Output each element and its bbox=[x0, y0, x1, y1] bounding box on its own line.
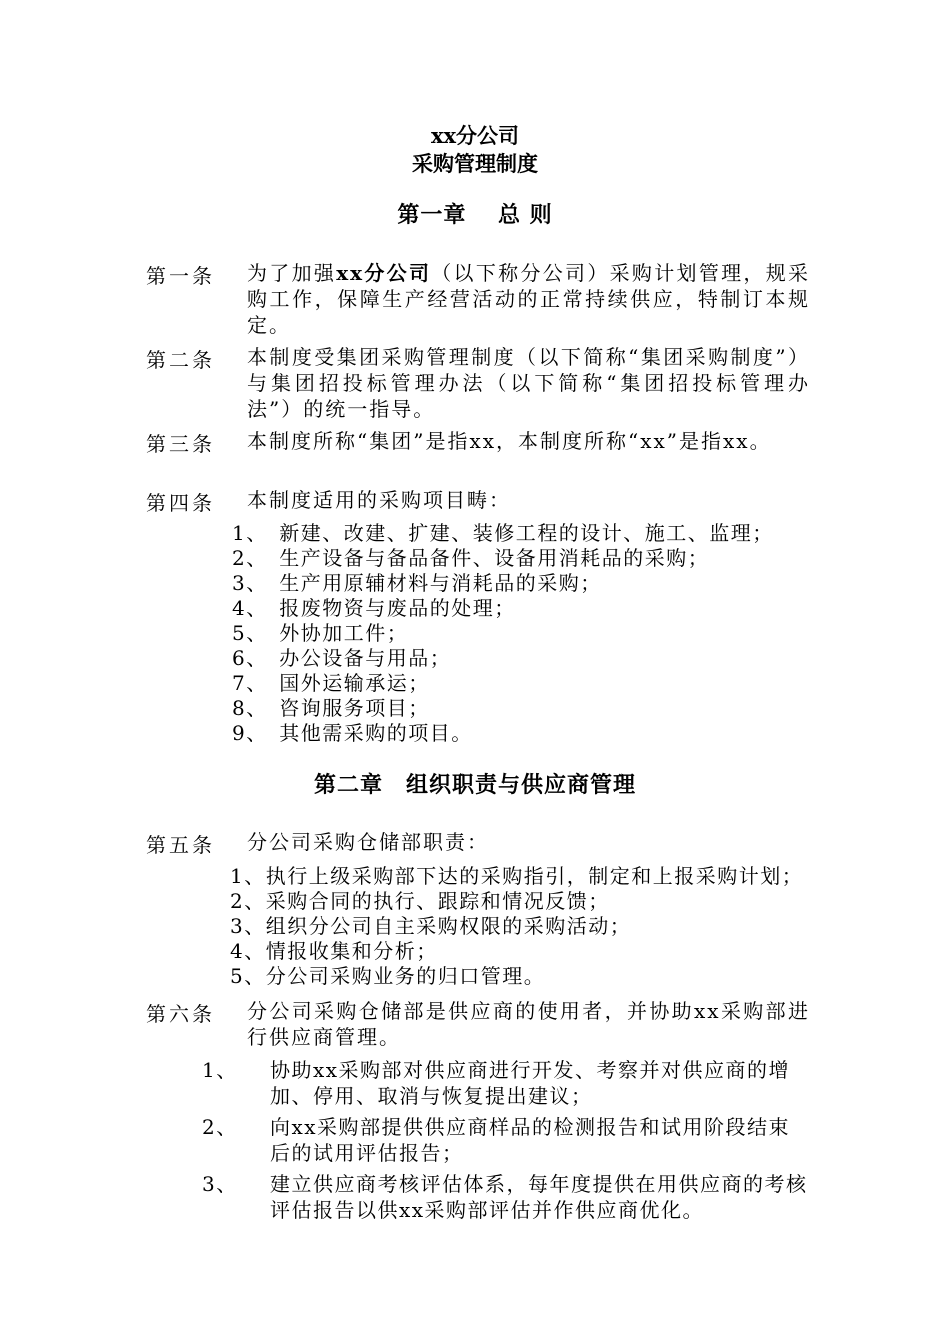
article-body: 分公司采购仓储部是供应商的使用者，并协助xx采购部进行供应商管理。 bbox=[247, 999, 810, 1049]
article-5 bbox=[146, 829, 810, 855]
article-2 bbox=[146, 344, 810, 422]
list-item: 2、采购合同的执行、跟踪和情况反馈； bbox=[230, 889, 610, 913]
list-item: 9、 其他需采购的项目。 bbox=[232, 721, 473, 745]
article-label: 第五条 bbox=[146, 833, 215, 857]
article-label: 第二条 bbox=[146, 348, 215, 372]
company-name-bold: xx分公司 bbox=[336, 261, 432, 285]
article-body bbox=[247, 260, 810, 338]
article-body: 分公司采购仓储部职责： bbox=[247, 830, 489, 854]
list-item: 1、执行上级采购部下达的采购指引，制定和上报采购计划； bbox=[230, 864, 804, 888]
company-title: xx分公司 bbox=[430, 123, 520, 148]
list-item bbox=[202, 1171, 810, 1223]
list-item: 7、 国外运输承运； bbox=[232, 671, 430, 695]
list-item: 4、情报收集和分析； bbox=[230, 939, 438, 963]
article-label: 第一条 bbox=[146, 264, 215, 288]
article-6 bbox=[146, 998, 810, 1050]
list-text: 向xx采购部提供供应商样品的检测报告和试用阶段结束后的试用评估报告； bbox=[270, 1115, 791, 1165]
list-item: 5、分公司采购业务的归口管理。 bbox=[230, 964, 546, 988]
article-text: （以下称分公司）采购计划管理，规采购工作，保障生产经营活动的正常持续供应，特制订本规定。 bbox=[247, 261, 811, 337]
article-body: 本制度适用的采购项目畴： bbox=[247, 488, 511, 512]
list-number: 1、 bbox=[202, 1058, 238, 1082]
article-4 bbox=[146, 487, 810, 513]
chapter-heading-1: 第一章 总 则 bbox=[397, 202, 553, 228]
article-label: 第六条 bbox=[146, 1002, 215, 1026]
list-item bbox=[202, 1057, 810, 1109]
list-item: 3、组织分公司自主采购权限的采购活动； bbox=[230, 914, 632, 938]
article-body: 本制度受集团采购管理制度（以下简称“集团采购制度”）与集团招投标管理办法（以下简称“集团招投标管理办法”）的统一指导。 bbox=[247, 345, 810, 421]
list-item: 3、 生产用原辅材料与消耗品的采购； bbox=[232, 571, 602, 595]
list-item: 5、 外协加工件； bbox=[232, 621, 409, 645]
list-item: 2、 生产设备与备品备件、设备用消耗品的采购； bbox=[232, 546, 710, 570]
list-number: 3、 bbox=[202, 1172, 238, 1196]
list-item: 4、 报废物资与废品的处理； bbox=[232, 596, 516, 620]
list-item: 6、 办公设备与用品； bbox=[232, 646, 452, 670]
chapter-heading-2: 第二章 组织职责与供应商管理 bbox=[313, 772, 636, 798]
article-4-list bbox=[232, 521, 774, 746]
article-3 bbox=[146, 428, 810, 454]
list-text: 协助xx采购部对供应商进行开发、考察并对供应商的增加、停用、取消与恢复提出建议； bbox=[270, 1058, 791, 1108]
article-body: 本制度所称“集团”是指xx，本制度所称“xx”是指xx。 bbox=[247, 429, 772, 453]
article-label: 第四条 bbox=[146, 491, 215, 515]
article-label: 第三条 bbox=[146, 432, 215, 456]
list-text: 建立供应商考核评估体系，每年度提供在用供应商的考核评估报告以供xx采购部评估并作供应商优化。 bbox=[270, 1172, 808, 1222]
list-item: 8、 咨询服务项目； bbox=[232, 696, 430, 720]
article-6-list bbox=[202, 1057, 810, 1228]
list-number: 2、 bbox=[202, 1115, 238, 1139]
article-5-list bbox=[230, 864, 803, 989]
document-title: 采购管理制度 bbox=[412, 151, 538, 176]
list-item bbox=[202, 1114, 810, 1166]
article-1 bbox=[146, 260, 810, 338]
article-text: 为了加强 bbox=[247, 261, 337, 285]
list-item: 1、 新建、改建、扩建、装修工程的设计、施工、监理； bbox=[232, 521, 774, 545]
